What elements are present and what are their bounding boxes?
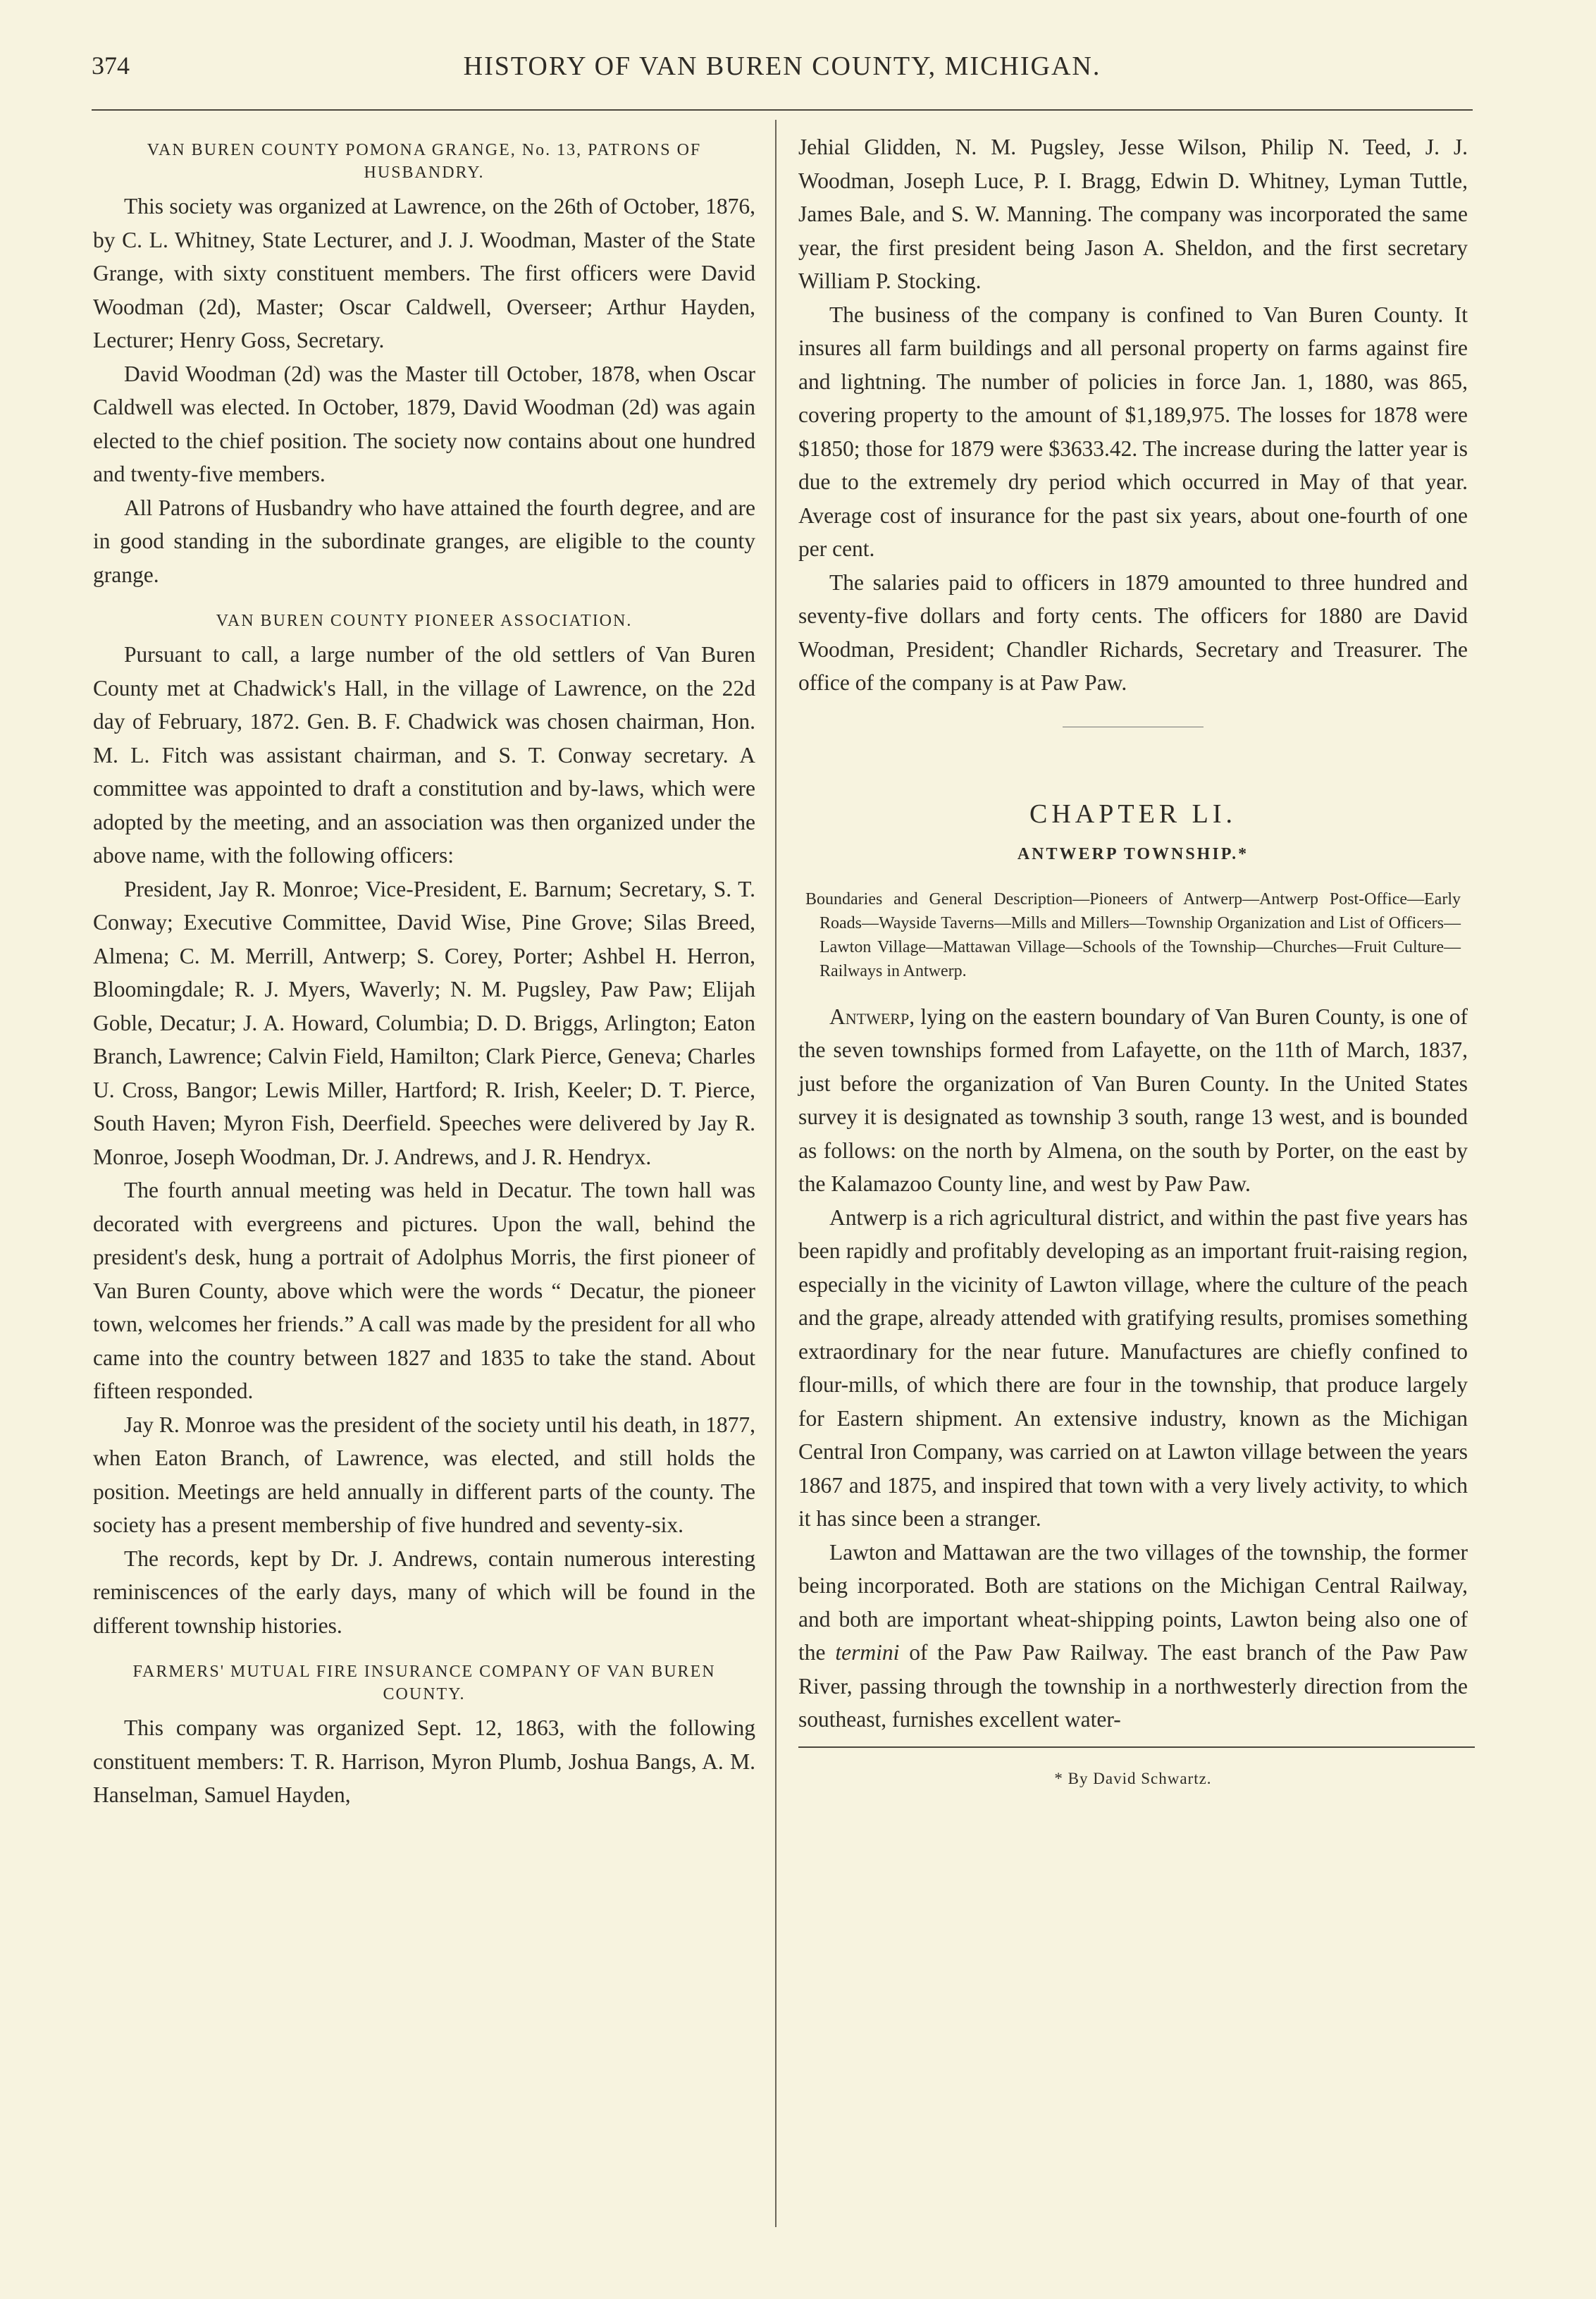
running-title: HISTORY OF VAN BUREN COUNTY, MICHIGAN. xyxy=(463,51,1101,81)
paragraph: The salaries paid to officers in 1879 amounted to three hundred and seventy-five dollars and forty cents. The officers for 1880 are David Woodman, President; Chandler Richards, Secretary and Treasurer. The office of the company is at Paw Paw. xyxy=(798,569,1468,695)
paragraph: David Woodman (2d) was the Master till October, 1878, when Oscar Caldwell was elected. In October, 1879, David Woodman (2d) was again elected to the chief position. The society now contains about one hundred and twenty-five members. xyxy=(93,361,755,486)
section-heading-grange: VAN BUREN COUNTY POMONA GRANGE, No. 13, PATRONS OF HUSBANDRY. xyxy=(147,141,702,182)
header-rule xyxy=(92,109,1473,111)
footnote-rule xyxy=(798,1746,1475,1748)
paragraph: The records, kept by Dr. J. Andrews, contain numerous interesting reminiscences of the early days, many of which will be found in the different township histories. xyxy=(93,1546,755,1638)
footnote: * By David Schwartz. xyxy=(1054,1769,1212,1787)
paragraph xyxy=(798,1000,1468,1201)
paragraph xyxy=(798,1536,1468,1737)
chapter-title: CHAPTER LI. xyxy=(1029,799,1237,829)
paragraph: This company was organized Sept. 12, 1863, with the following constituent members: T. R. Harrison, Myron Plumb, Joshua Bangs, A. M. Hanselman, Samuel Hayden, xyxy=(93,1715,755,1807)
paragraph: The business of the company is confined to Van Buren County. It insures all farm buildings and all personal property on farms against fire and lightning. The number of policies in force Jan. 1, 1880, was 865, covering property to the amount of $1,189,975. The losses for 1878 were $1850; those for 1879 were $3633.42. The increase during the latter year is due to the extremely dry period which occurred in May of that year. Average cost of insurance for the past six years, about one-fourth of one per cent. xyxy=(798,302,1468,561)
paragraph-text: , lying on the eastern boundary of Van Buren County, is one of the seven townships formed from Lafayette, on the 11th of March, 1837, just before the organization of Van Buren County. In the United States survey it is designated as township 3 south, range 13 west, and is bounded as follows: on the north by Almena, on the south by Porter, on the east by the Kalamazoo County line, and west by Paw Paw. xyxy=(798,1004,1468,1196)
paragraph: Jehial Glidden, N. M. Pugsley, Jesse Wilson, Philip N. Teed, J. J. Woodman, Joseph Luce, P. I. Bragg, Edwin D. Whitney, Lyman Tuttle, James Bale, and S. W. Manning. The company was incorporated the same year, the first president being Jason A. Sheldon, and the first secretary William P. Stocking. xyxy=(798,135,1468,293)
section-heading-insurance: FARMERS' MUTUAL FIRE INSURANCE COMPANY OF VAN BUREN COUNTY. xyxy=(132,1663,716,1703)
paragraph: This society was organized at Lawrence, on the 26th of October, 1876, by C. L. Whitney, State Lecturer, and J. J. Woodman, Master of the State Grange, with sixty constituent members. The first officers were David Woodman (2d), Master; Oscar Caldwell, Overseer; Arthur Hayden, Lecturer; Henry Goss, Secretary. xyxy=(93,194,755,352)
lead-word: Antwerp xyxy=(829,1004,910,1029)
italic-term: termini xyxy=(835,1640,900,1665)
paragraph-text: Lawton and Mattawan are the two villages of the township, the former being incorporated. Both are stations on the Michigan Central Railway, and both are important wheat-shipping points, Lawton being also one of the xyxy=(798,1539,1468,1665)
paragraph: President, Jay R. Monroe; Vice-President, E. Barnum; Secretary, S. T. Conway; Executive Committee, David Wise, Pine Grove; Silas Breed, Almena; C. M. Merrill, Antwerp; S. Corey, Porter; Ashbel H. Herron, Bloomingdale; R. J. Myers, Waverly; N. M. Pugsley, Paw Paw; Elijah Goble, Decatur; J. A. Howard, Columbia; D. D. Briggs, Arlington; Eaton Branch, Lawrence; Calvin Field, Hamilton; Clark Pierce, Geneva; Charles U. Cross, Bangor; Lewis Miller, Hartford; R. Irish, Keeler; D. T. Pierce, South Haven; Myron Fish, Deerfield. Speeches were delivered by Jay R. Monroe, Joseph Woodman, Dr. J. Andrews, and J. R. Hendryx. xyxy=(93,876,755,1169)
paragraph-text: of the Paw Paw Railway. The east branch of the Paw Paw River, passing through the township in a northwesterly direction from the southeast, furnishes excellent water- xyxy=(798,1640,1468,1732)
paragraph: All Patrons of Husbandry who have attained the fourth degree, and are in good standing in the subordinate granges, are eligible to the county grange. xyxy=(93,495,755,587)
page-number: 374 xyxy=(92,51,130,80)
paragraph: Jay R. Monroe was the president of the society until his death, in 1877, when Eaton Branch, of Lawrence, was elected, and still holds the position. Meetings are held annually in different parts of the county. The society has a present membership of five hundred and seventy-six. xyxy=(93,1412,755,1537)
section-heading-pioneer: VAN BUREN COUNTY PIONEER ASSOCIATION. xyxy=(216,612,633,630)
right-column xyxy=(798,130,1468,1795)
paragraph: Pursuant to call, a large number of the old settlers of Van Buren County met at Chadwick's Hall, in the village of Lawrence, on the 22d day of February, 1872. Gen. B. F. Chadwick was chosen chairman, Hon. M. L. Fitch was assistant chairman, and S. T. Conway secretary. A committee was appointed to draft a constitution and by-laws, which were adopted by the meeting, and an association was then organized under the above name, with the following officers: xyxy=(93,642,755,868)
column-divider xyxy=(775,120,777,2227)
running-header xyxy=(92,51,1473,93)
left-column xyxy=(93,130,755,1812)
paragraph: Antwerp is a rich agricultural district, and within the past five years has been rapidly and profitably developing as an important fruit-raising region, especially in the vicinity of Lawton village, where the culture of the peach and the grape, already attended with gratifying results, promises something extraordinary for the near future. Manufactures are chiefly confined to flour-mills, of which there are four in the township, that produce largely for Eastern shipment. An extensive industry, known as the Michigan Central Iron Company, was carried on at Lawton village between the years 1867 and 1875, and inspired that town with a very lively activity, to which it has since been a stranger. xyxy=(798,1204,1468,1531)
chapter-subtitle: ANTWERP TOWNSHIP.* xyxy=(1017,845,1249,863)
chapter-synopsis: Boundaries and General Description—Pioneers of Antwerp—Antwerp Post-Office—Early Roads—Wayside Taverns—Mills and Millers—Township Organization and List of Officers—Lawton Village—Mattawan Village—Schools of the Township—Churches—Fruit Culture—Railways in Antwerp. xyxy=(805,889,1461,980)
paragraph: The fourth annual meeting was held in Decatur. The town hall was decorated with evergreens and pictures. Upon the wall, behind the president's desk, hung a portrait of Adolphus Morris, the first pioneer of Van Buren County, above which were the words “ Decatur, the pioneer town, welcomes her friends.” A call was made by the president for all who came into the country between 1827 and 1835 to take the stand. About fifteen responded. xyxy=(93,1178,755,1403)
